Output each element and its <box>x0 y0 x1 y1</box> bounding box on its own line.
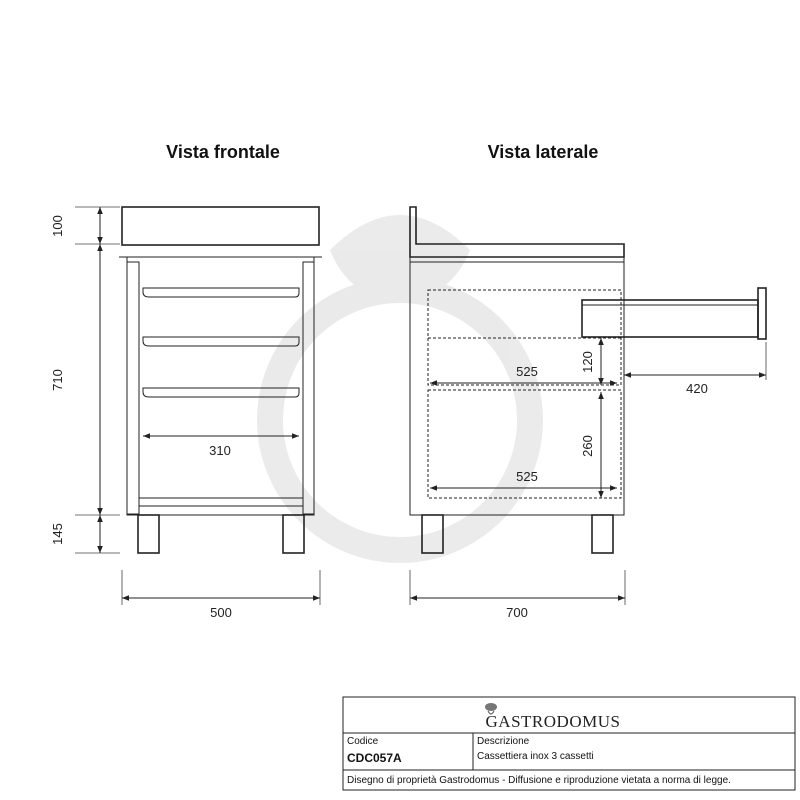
dim-label-260: 260 <box>580 435 595 457</box>
description-label: Descrizione <box>477 736 530 747</box>
front-drawer-2 <box>143 337 299 346</box>
code-value: CDC057A <box>347 751 402 765</box>
front-view-title: Vista frontale <box>166 142 280 162</box>
front-bottom-shelf <box>139 498 303 506</box>
side-depth-dimension <box>410 570 625 620</box>
code-label: Codice <box>347 736 379 747</box>
front-right-panel <box>303 262 314 514</box>
front-drawer-1 <box>143 288 299 297</box>
dim-label-145: 145 <box>50 523 65 545</box>
front-leg-left <box>138 515 159 553</box>
side-leg-right <box>592 515 613 553</box>
dim-label-100: 100 <box>50 215 65 237</box>
dim-label-525-upper: 525 <box>516 364 538 379</box>
side-drawer-extended <box>582 300 758 337</box>
title-block <box>343 697 795 790</box>
dim-label-710: 710 <box>50 369 65 391</box>
footer-note: Disegno di proprietà Gastrodomus - Diffusione e riproduzione vietata a norma di legge. <box>347 775 731 786</box>
dim-label-700: 700 <box>506 605 528 620</box>
dim-label-525-lower: 525 <box>516 469 538 484</box>
front-left-panel <box>127 262 139 514</box>
dim-label-120: 120 <box>580 351 595 373</box>
side-drawer-handle <box>758 288 766 339</box>
side-view-title: Vista laterale <box>487 142 599 162</box>
dim-label-310: 310 <box>209 443 231 458</box>
front-top-slab <box>122 207 319 245</box>
description-value: Cassettiera inox 3 cassetti <box>477 751 594 762</box>
dim-label-500: 500 <box>210 605 232 620</box>
front-vertical-dimensions <box>50 207 120 553</box>
brand-name: GASTRODOMUS <box>485 712 621 731</box>
front-width-dimension <box>122 570 320 620</box>
dim-label-420: 420 <box>686 381 708 396</box>
